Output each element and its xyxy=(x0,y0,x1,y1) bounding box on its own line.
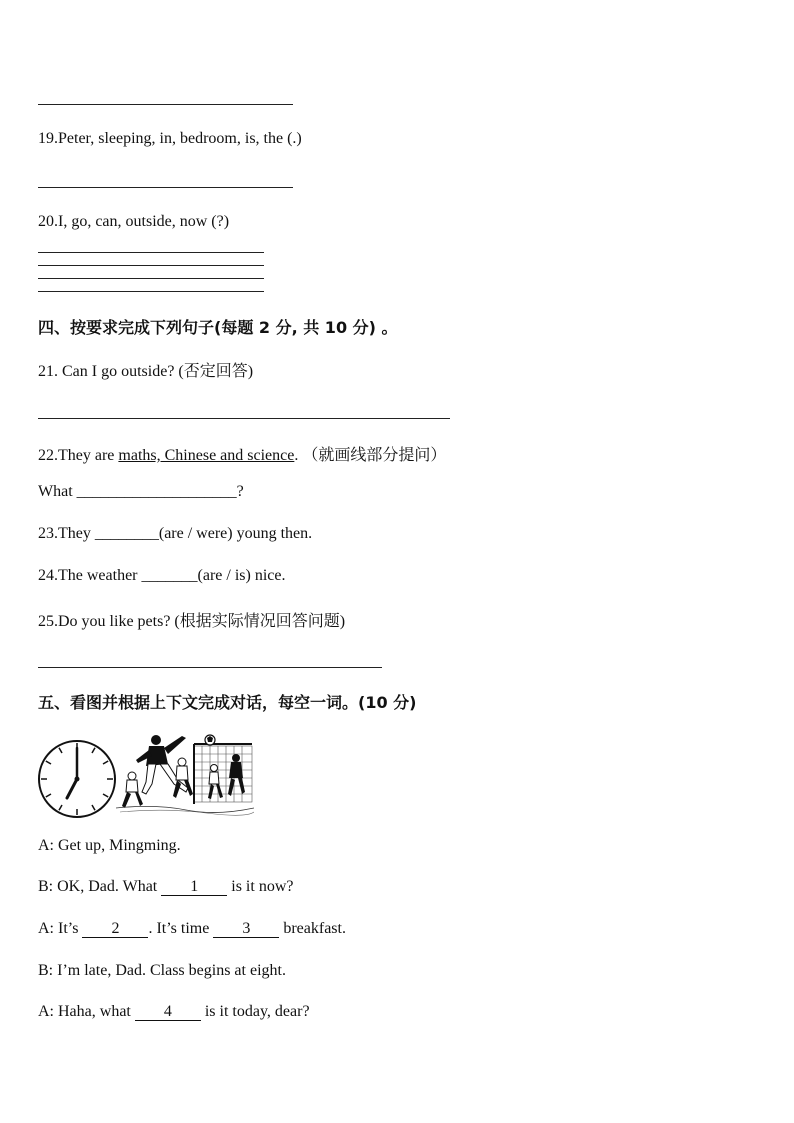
dialogue-line-4: B: I’m late, Dad. Class begins at eight. xyxy=(38,962,286,979)
question-22-prefix: 22.They are xyxy=(38,447,119,464)
football-scene-image xyxy=(116,728,254,816)
answer-line-19[interactable] xyxy=(38,187,293,188)
question-22-what[interactable]: What ____________________? xyxy=(38,483,244,500)
section-four-heading: 四、按要求完成下列句子(每题 2 分, 共 10 分) 。 xyxy=(38,318,398,337)
dialogue-line-2-a: B: OK, Dad. What xyxy=(38,878,162,895)
dialogue-line-2 xyxy=(38,878,293,896)
dialogue-line-3-b: . It’s time xyxy=(148,920,214,937)
blank-3[interactable]: 3 xyxy=(213,921,279,938)
dialogue-line-2-b: is it now? xyxy=(227,878,294,895)
question-21: 21. Can I go outside? (否定回答) xyxy=(38,363,254,380)
question-24[interactable]: 24.The weather _______(are / is) nice. xyxy=(38,567,286,584)
answer-line-20b[interactable] xyxy=(38,265,264,266)
answer-line-18[interactable] xyxy=(38,104,293,105)
question-22 xyxy=(38,442,446,465)
section-five-heading: 五、看图并根据上下文完成对话，每空一词。(10 分) xyxy=(38,693,417,712)
question-22-suffix: . （就画线部分提问） xyxy=(294,447,447,464)
answer-line-20d[interactable] xyxy=(38,291,264,292)
blank-2[interactable]: 2 xyxy=(82,921,148,938)
answer-line-20a[interactable] xyxy=(38,252,264,253)
dialogue-line-5-b: is it today, dear? xyxy=(200,1003,310,1020)
question-19: 19.Peter, sleeping, in, bedroom, is, the (.) xyxy=(38,130,302,147)
dialogue-line-5 xyxy=(38,1003,310,1021)
dialogue-line-1: A: Get up, Mingming. xyxy=(38,837,181,854)
answer-line-25[interactable] xyxy=(38,667,382,668)
answer-line-20c[interactable] xyxy=(38,278,264,279)
question-25: 25.Do you like pets? (根据实际情况回答问题) xyxy=(38,613,346,630)
dialogue-line-3-c: breakfast. xyxy=(279,920,346,937)
dialogue-line-3 xyxy=(38,920,346,938)
answer-line-21[interactable] xyxy=(38,418,450,419)
question-22-underlined: maths, Chinese and science xyxy=(118,447,295,464)
blank-4[interactable]: 4 xyxy=(135,1004,201,1021)
dialogue-line-5-a: A: Haha, what xyxy=(38,1003,135,1020)
dialogue-line-3-a: A: It’s xyxy=(38,920,83,937)
blank-1[interactable]: 1 xyxy=(161,879,227,896)
question-20: 20.I, go, can, outside, now (?) xyxy=(38,213,230,230)
question-23[interactable]: 23.They ________(are / were) young then. xyxy=(38,525,313,542)
clock-icon xyxy=(36,738,118,820)
